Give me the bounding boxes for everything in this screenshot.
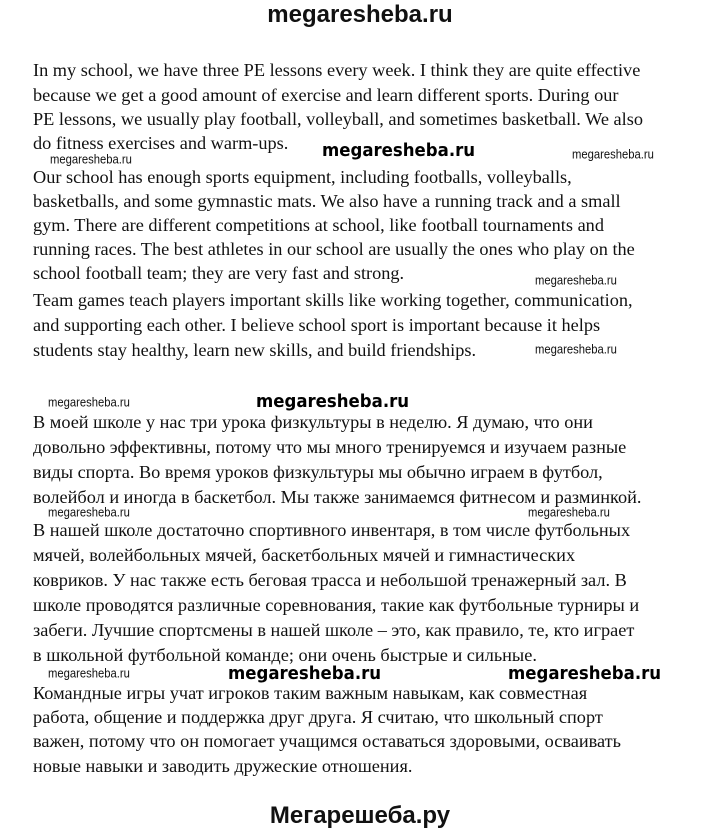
text-line: Командные игры учат игроков таким важным навыкам, как совместная (33, 683, 588, 703)
text-line: because we get a good amount of exercise and learn different sports. During our (33, 85, 619, 105)
text-line: running races. The best athletes in our school are usually the ones who play on the (33, 239, 635, 259)
text-line: Team games teach players important skills like working together, communication, (33, 290, 633, 310)
text-line: виды спорта. Во время уроков физкультуры мы обычно играем в футбол, (33, 462, 603, 482)
watermark: megaresheba.ru (256, 391, 410, 412)
watermark: megaresheba.ru (528, 505, 610, 520)
footer-watermark: Мегарешеба.ру (269, 802, 451, 829)
watermark: megaresheba.ru (48, 505, 130, 520)
text-line: мячей, волейбольных мячей, баскетбольных мячей и гимнастических (33, 545, 576, 565)
text-line: В нашей школе достаточно спортивного инвентаря, в том числе футбольных (33, 520, 631, 540)
text-line: In my school, we have three PE lessons every week. I think they are quite effective (33, 60, 641, 80)
watermark: megaresheba.ru (50, 152, 132, 167)
header-watermark: megaresheba.ru (267, 1, 453, 28)
text-line: волейбол и иногда в баскетбол. Мы также занимаемся фитнесом и разминкой. (33, 487, 642, 507)
text-line: ковриков. У нас также есть беговая трасса и небольшой тренажерный зал. В (33, 570, 627, 590)
text-line: работа, общение и поддержка друг друга. Я считаю, что школьный спорт (33, 707, 603, 727)
watermark: megaresheba.ru (535, 273, 617, 288)
text-line: PE lessons, we usually play football, volleyball, and sometimes basketball. We also (33, 109, 644, 129)
text-line: важен, потому что он помогает учащимся оставаться здоровыми, осваивать (33, 731, 621, 751)
text-line: школе проводятся различные соревнования, такие как футбольные турниры и (33, 595, 640, 615)
watermark: megaresheba.ru (535, 342, 617, 357)
watermark: megaresheba.ru (228, 663, 382, 684)
text-line: новые навыки и заводить дружеские отношения. (33, 756, 413, 776)
watermark: megaresheba.ru (508, 663, 662, 684)
watermark: megaresheba.ru (322, 140, 476, 161)
watermark: megaresheba.ru (48, 395, 130, 410)
text-line: Our school has enough sports equipment, including footballs, volleyballs, (33, 167, 572, 187)
text-line: students stay healthy, learn new skills, and build friendships. (33, 340, 477, 360)
text-line: and supporting each other. I believe school sport is important because it helps (33, 315, 601, 335)
text-line: в школьной футбольной команде; они очень быстрые и сильные. (33, 645, 537, 665)
text-line: school football team; they are very fast and strong. (33, 263, 405, 283)
text-line: do fitness exercises and warm-ups. (33, 133, 289, 153)
text-line: gym. There are different competitions at school, like football tournaments and (33, 215, 604, 235)
text-line: В моей школе у нас три урока физкультуры в неделю. Я думаю, что они (33, 412, 593, 432)
watermark: megaresheba.ru (48, 666, 130, 681)
text-line: довольно эффективны, потому что мы много тренируемся и изучаем разные (33, 437, 627, 457)
text-line: забеги. Лучшие спортсмены в нашей школе – это, как правило, те, кто играет (33, 620, 635, 640)
text-line: basketballs, and some gymnastic mats. We also have a running track and a small (33, 191, 621, 211)
watermark: megaresheba.ru (572, 147, 654, 162)
